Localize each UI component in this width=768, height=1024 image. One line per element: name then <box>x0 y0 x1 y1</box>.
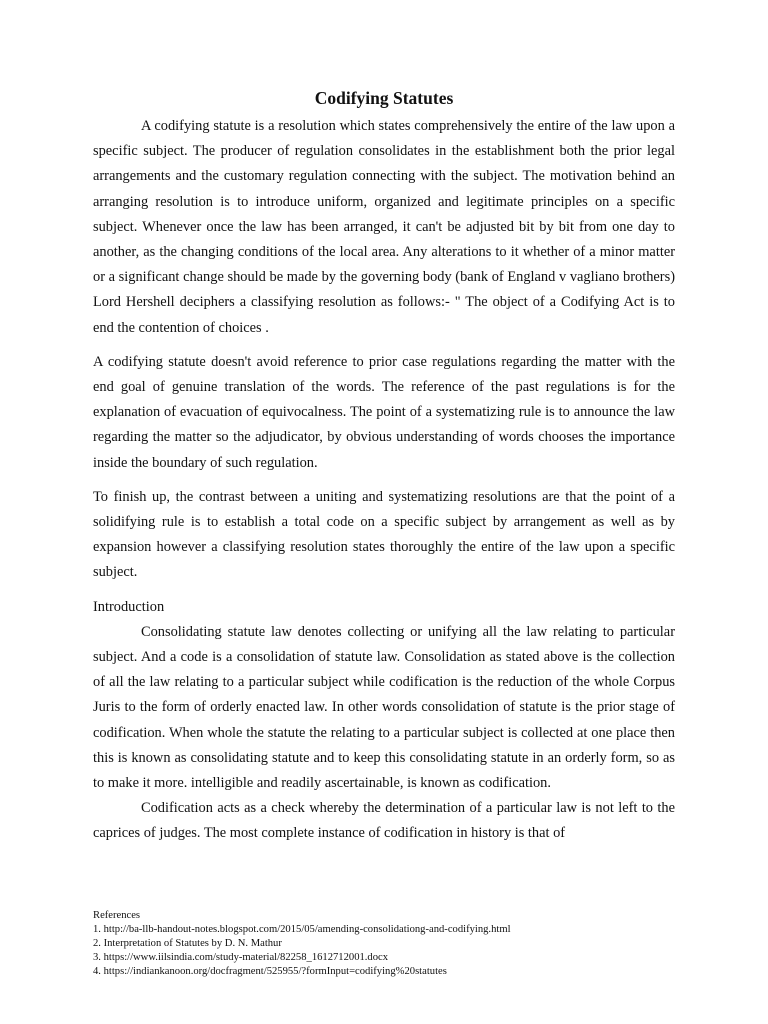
document-title: Codifying Statutes <box>314 88 454 108</box>
introduction-paragraph-1: Consolidating statute law denotes collecting or unifying all the law relating to particular subject. And a code is a consolidation of statute law. Consolidation as stated above is the collection of all the law relating to a particular subject while codification is the reduction of the whole Corpus Juris to the form of orderly enacted law. In other words consolidation of statute is the prior stage of codification. When whole the statute the relating to a particular subject is collected at one place then this is known as consolidating statute and to keep this consolidating statute in an orderly form, so as to make it more. intelligible and readily ascertainable, is known as codification. <box>93 623 675 792</box>
paragraph-1: A codifying statute is a resolution which states comprehensively the entire of the law upon a specific subject. The producer of regulation consolidates in the establishment both the prior legal arrangements and the customary regulation connecting with the subject. The motivation behind an arranging resolution is to introduce uniform, organized and legitimate principles on a specific subject. Whenever once the law has been arranged, it can't be adjusted bit by bit from one day to another, as the changing conditions of the local area. Any alterations to it whether of a minor matter or a significant change should be made by the governing body (bank of England v vagliano brothers) Lord Hershell deciphers a classifying resolution as follows:- " The object of a Codifying Act is to end the contention of choices . <box>93 118 675 336</box>
paragraph-2: A codifying statute doesn't avoid reference to prior case regulations regarding the matter with the end goal of genuine translation of the words. The reference of the past regulations is for the explanation of evacuation of equivocalness. The point of a systematizing rule is to announce the law regarding the matter so the adjudicator, by obvious understanding of words chooses the importance inside the boundary of such regulation. <box>93 353 675 471</box>
reference-item-2: 2. Interpretation of Statutes by D. N. Mathur <box>93 938 282 949</box>
references-footnote <box>93 909 693 979</box>
document-body <box>93 114 675 847</box>
paragraph-3: To finish up, the contrast between a uniting and systematizing resolutions are that the point of a solidifying rule is to establish a total code on a specific subject by arrangement as well as by expansion however a classifying resolution states thoroughly the entire of the law upon a specific subject. <box>93 488 675 581</box>
reference-item-1: 1. http://ba-llb-handout-notes.blogspot.com/2015/05/amending-consolidationg-and-codifying.html <box>93 924 511 935</box>
introduction-paragraph-2: Codification acts as a check whereby the determination of a particular law is not left to the caprices of judges. The most complete instance of codification in history is that of <box>93 800 675 842</box>
reference-item-3: 3. https://www.iilsindia.com/study-material/82258_1612712001.docx <box>93 952 389 963</box>
references-heading: References <box>93 910 141 921</box>
section-heading-introduction: Introduction <box>93 598 165 615</box>
reference-item-4: 4. https://indiankanoon.org/docfragment/525955/?formInput=codifying%20statutes <box>93 966 447 977</box>
